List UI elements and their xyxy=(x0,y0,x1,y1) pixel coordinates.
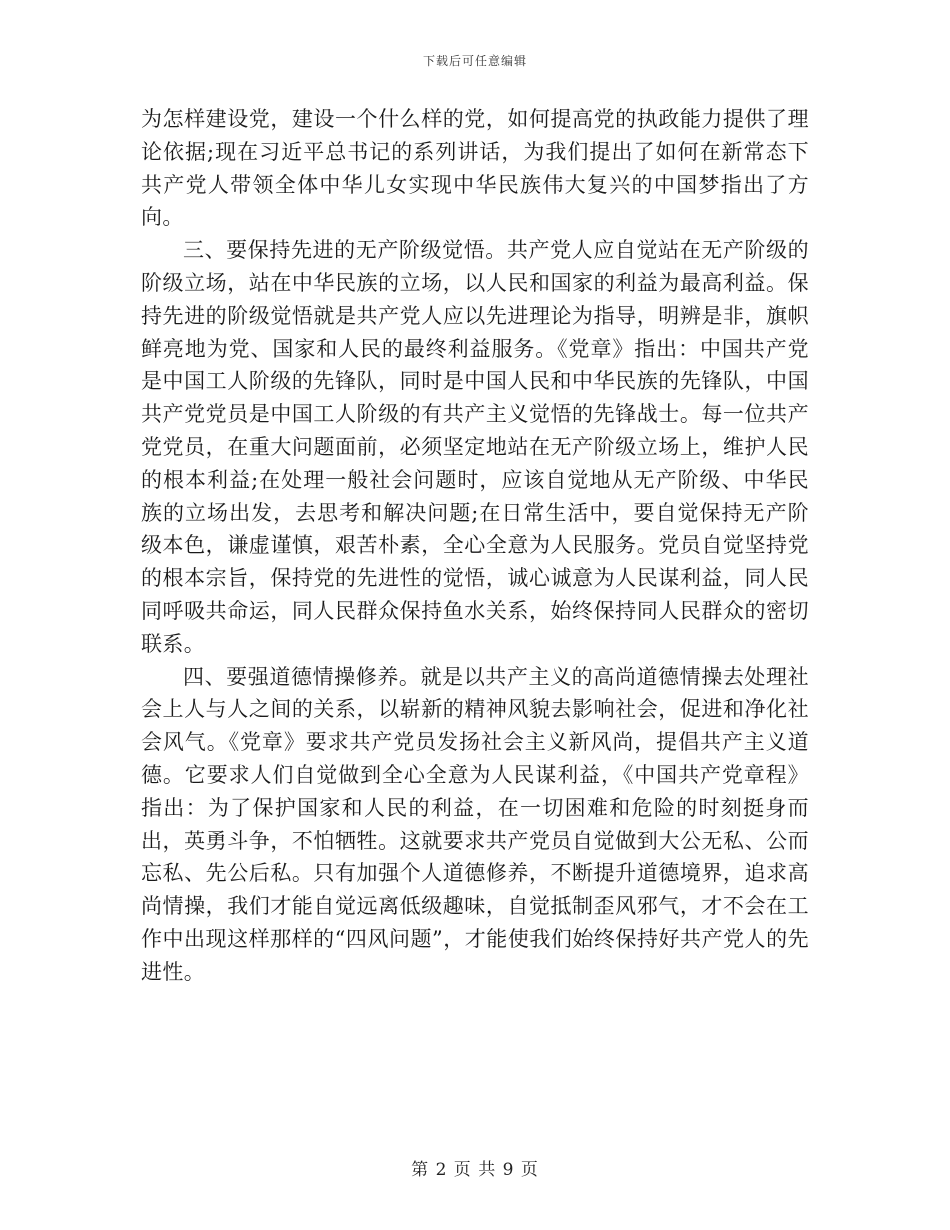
paragraph-section-three: 三、要保持先进的无产阶级觉悟。共产党人应自觉站在无产阶级的阶级立场，站在中华民族的立场，以人民和国家的利益为最高利益。保持先进的阶级觉悟就是共产党人应以先进理论为指导，明辨是非，旗帜鲜亮地为党、国家和人民的最终利益服务。《党章》指出：中国共产党是中国工人阶级的先锋队，同时是中国人民和中华民族的先锋队，中国共产党党员是中国工人阶级的有共产主义觉悟的先锋战士。每一位共产党党员，在重大问题面前，必须坚定地站在无产阶级立场上，维护人民的根本利益;在处理一般社会问题时，应该自觉地从无产阶级、中华民族的立场出发，去思考和解决问题;在日常生活中，要自觉保持无产阶级本色，谦虚谨慎，艰苦朴素，全心全意为人民服务。党员自觉坚持党的根本宗旨，保持党的先进性的觉悟，诚心诚意为人民谋利益，同人民同呼吸共命运，同人民群众保持鱼水关系，始终保持同人民群众的密切联系。 xyxy=(141,238,809,656)
document-body xyxy=(141,103,809,989)
page-number-footer: 第 2 页 共 9 页 xyxy=(411,1160,539,1180)
paragraph-section-four: 四、要强道德情操修养。就是以共产主义的高尚道德情操去处理社会上人与人之间的关系，以崭新的精神风貌去影响社会，促进和净化社会风气。《党章》要求共产党员发扬社会主义新风尚，提倡共产主义道德。它要求人们自觉做到全心全意为人民谋利益，《中国共产党章程》指出：为了保护国家和人民的利益，在一切困难和危险的时刻挺身而出，英勇斗争，不怕牺牲。这就要求共产党员自觉做到大公无私、公而忘私、先公后私。只有加强个人道德修养，不断提升道德境界，追求高尚情操，我们才能自觉远离低级趣味，自觉抵制歪风邪气，才不会在工作中出现这样那样的“四风问题”，才能使我们始终保持好共产党人的先进性。 xyxy=(141,664,809,984)
page-header-note: 下载后可任意编辑 xyxy=(422,54,527,68)
paragraph-continuation: 为怎样建设党，建设一个什么样的党，如何提高党的执政能力提供了理论依据;现在习近平总书记的系列讲话，为我们提出了如何在新常态下共产党人带领全体中华儿女实现中华民族伟大复兴的中国梦指出了方向。 xyxy=(141,107,809,230)
